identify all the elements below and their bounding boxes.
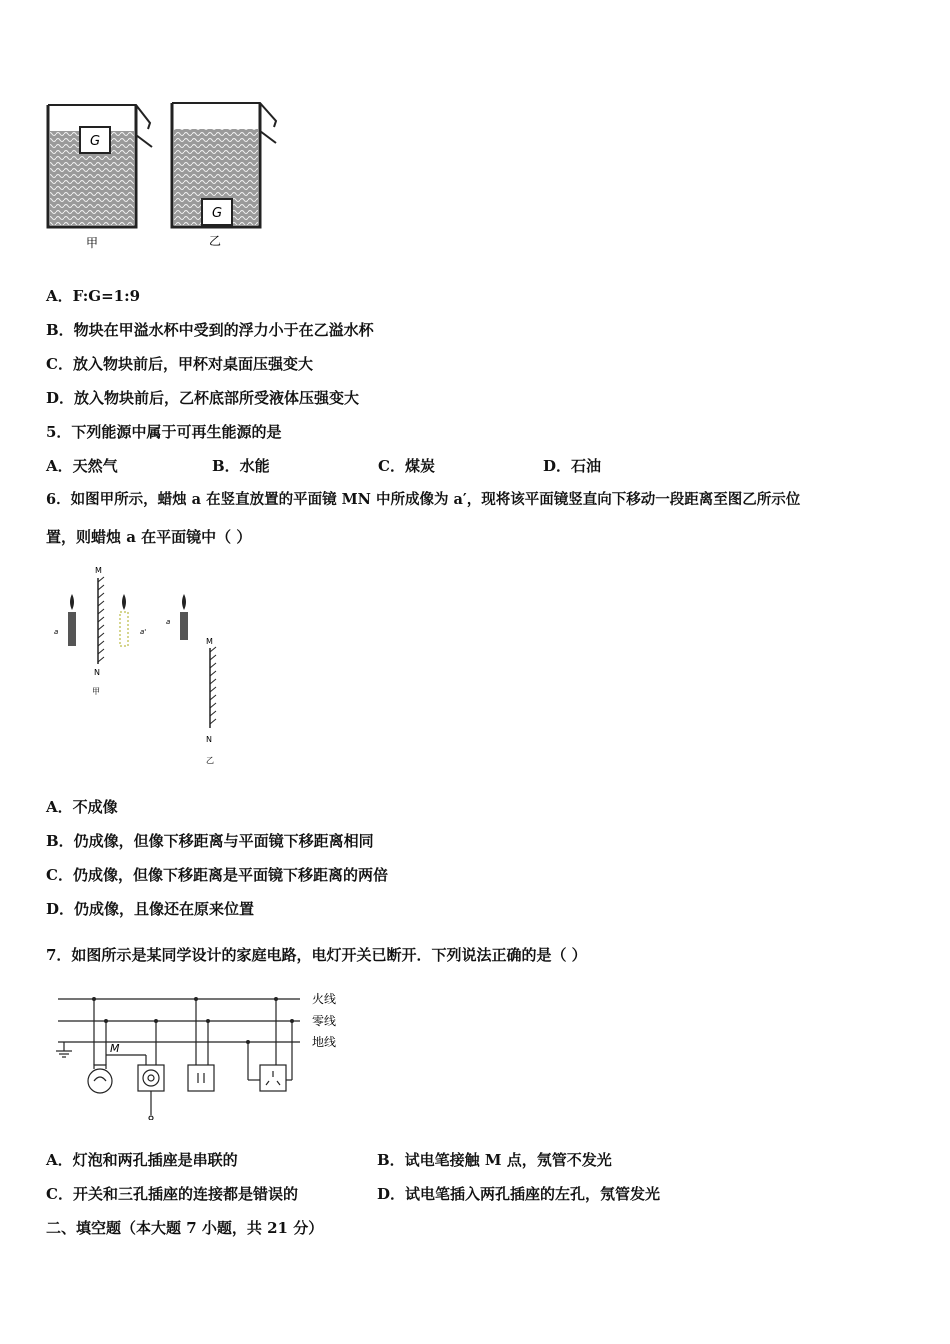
neutral-wire-label: 零线 — [312, 1014, 337, 1028]
q4-option-c: C．放入物块前后，甲杯对桌面压强变大 — [46, 355, 313, 373]
block-label-jia: G — [89, 134, 101, 149]
two-hole-socket — [188, 1065, 214, 1091]
q6-option-d: D．仍成像，且像还在原来位置 — [46, 900, 255, 918]
household-circuit-figure — [48, 985, 358, 1120]
mirror-top-label-2: M — [206, 637, 213, 646]
caption-yi: 乙 — [208, 234, 222, 248]
q7-option-d: D．试电笔插入两孔插座的左孔，氖管发光 — [377, 1185, 661, 1203]
q7-option-b: B．试电笔接触 M 点，氖管不发光 — [377, 1151, 612, 1169]
q4-option-b: B．物块在甲溢水杯中受到的浮力小于在乙溢水杯 — [46, 321, 374, 339]
q5-stem: 5．下列能源中属于可再生能源的是 — [46, 423, 282, 441]
caption-yi-mirror: 乙 — [206, 756, 214, 765]
q4-option-a: A．F:G=1:9 — [46, 287, 141, 305]
image-flame-icon — [122, 594, 126, 610]
q5-option-b: B．水能 — [212, 457, 270, 475]
caption-jia-mirror: 甲 — [92, 687, 100, 696]
cup-jia — [48, 105, 152, 250]
ground-wire-label: 地线 — [312, 1035, 337, 1049]
candle-flame-icon-2 — [182, 594, 186, 610]
block-label-yi: G — [211, 206, 223, 221]
q4-option-d: D．放入物块前后，乙杯底部所受液体压强变大 — [46, 389, 360, 407]
section-2-heading: 二、填空题（本大题 7 小题，共 21 分） — [46, 1219, 324, 1237]
caption-jia: 甲 — [85, 236, 99, 250]
mirror-bottom-label: N — [94, 668, 100, 677]
point-m-label: M — [110, 1042, 120, 1055]
candle-a-2 — [180, 612, 188, 640]
image-label: a' — [140, 628, 147, 636]
q7-stem: 7．如图所示是某同学设计的家庭电路，电灯开关已断开．下列说法正确的是（ ） — [46, 946, 587, 964]
q6-stem-line2: 置，则蜡烛 a 在平面镜中（ ） — [46, 528, 252, 546]
q6-option-c: C．仍成像，但像下移距离是平面镜下移距离的两倍 — [46, 866, 388, 884]
live-wire-label: 火线 — [312, 992, 337, 1006]
figure-yi — [166, 594, 216, 765]
light-bulb-icon — [88, 1069, 112, 1093]
q5-option-d: D．石油 — [543, 457, 602, 475]
mirror-bottom-label-2: N — [206, 735, 212, 744]
q6-option-b: B．仍成像，但像下移距离与平面镜下移距离相同 — [46, 832, 374, 850]
mirror-candle-figure — [40, 560, 240, 770]
lamp-switch — [138, 1065, 164, 1091]
figure-jia — [54, 566, 146, 696]
q5-option-a: A．天然气 — [46, 457, 118, 475]
q7-option-a: A．灯泡和两孔插座是串联的 — [46, 1151, 238, 1169]
q7-option-c: C．开关和三孔插座的连接都是错误的 — [46, 1185, 298, 1203]
candle-image-a-prime — [120, 612, 128, 646]
q5-option-c: C．煤炭 — [378, 457, 435, 475]
overflow-cups-figure — [40, 95, 290, 255]
three-hole-socket — [260, 1065, 286, 1091]
candle-a — [68, 612, 76, 646]
cup-yi — [172, 103, 276, 248]
mirror-top-label: M — [95, 566, 102, 575]
candle-flame-icon — [70, 594, 74, 610]
candle-label-2: a — [166, 618, 171, 626]
q6-option-a: A．不成像 — [46, 798, 118, 816]
candle-label: a — [54, 628, 59, 636]
q6-stem-line1: 6．如图甲所示，蜡烛 a 在竖直放置的平面镜 MN 中所成像为 a′，现将该平面镜竖直向下移动一段距离至图乙所示位 — [46, 491, 801, 508]
